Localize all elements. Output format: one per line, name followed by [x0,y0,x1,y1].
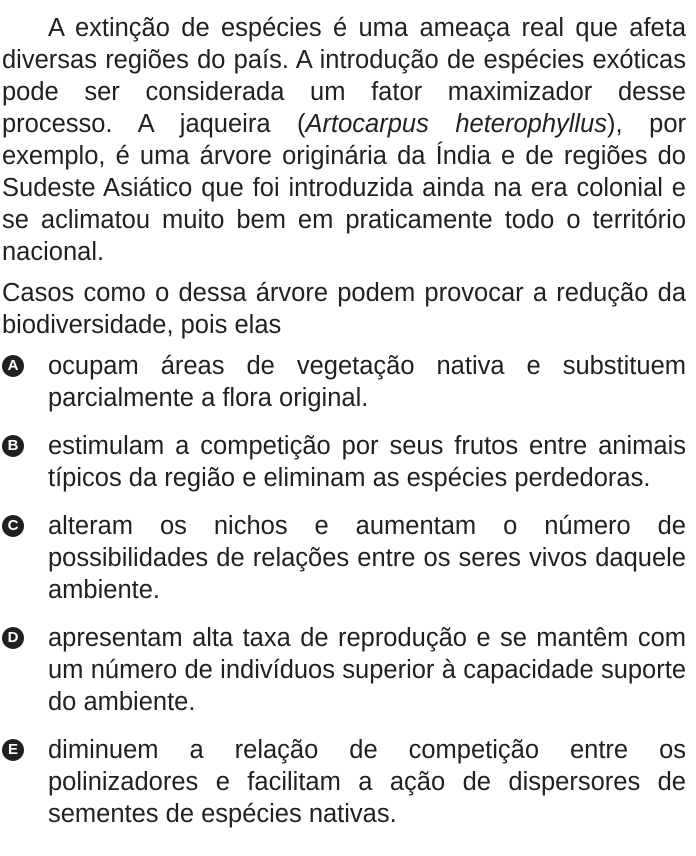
intro-text-part1: A extinção de espécies é uma ameaça real que afeta diversas regiões do país. A introdução de espécies exóticas pode ser considerada um fator maximizador desse processo. A jaqueira ( [2,14,686,138]
option-b[interactable] [2,430,686,494]
option-d[interactable] [2,622,686,718]
option-a-letter-badge: A [2,355,24,377]
option-c-letter-badge: C [2,515,24,537]
option-d-letter-badge: D [2,627,24,649]
option-c[interactable] [2,510,686,606]
option-a[interactable] [2,350,686,414]
option-e[interactable] [2,734,686,830]
option-e-text: diminuem a relação de competição entre os polinizadores e facilitam a ação de dispersores de sementes de espécies nativas. [48,736,686,828]
option-b-text: estimulam a competição por seus frutos entre animais típicos da região e eliminam as espécies perdedoras. [48,432,686,492]
option-e-letter-badge: E [2,739,24,761]
species-name: Artocarpus heterophyllus [305,110,608,138]
answer-options [2,350,686,830]
option-d-text: apresentam alta taxa de reprodução e se mantêm com um número de indivíduos superior à capacidade suporte do ambiente. [48,624,686,716]
intro-paragraph [2,12,686,268]
option-a-text: ocupam áreas de vegetação nativa e substituem parcialmente a flora original. [48,352,686,412]
question-stem: Casos como o dessa árvore podem provocar a redução da biodiversidade, pois elas [2,279,686,339]
option-b-letter-badge: B [2,435,24,457]
option-c-text: alteram os nichos e aumentam o número de possibilidades de relações entre os seres vivos daquele ambiente. [48,512,686,604]
intro-text-part2: ), por exemplo, é uma árvore originária da Índia e de regiões do Sudeste Asiático que foi introduzida ainda na era colonial e se aclimatou muito bem em praticamente todo o território nacional. [2,110,686,266]
